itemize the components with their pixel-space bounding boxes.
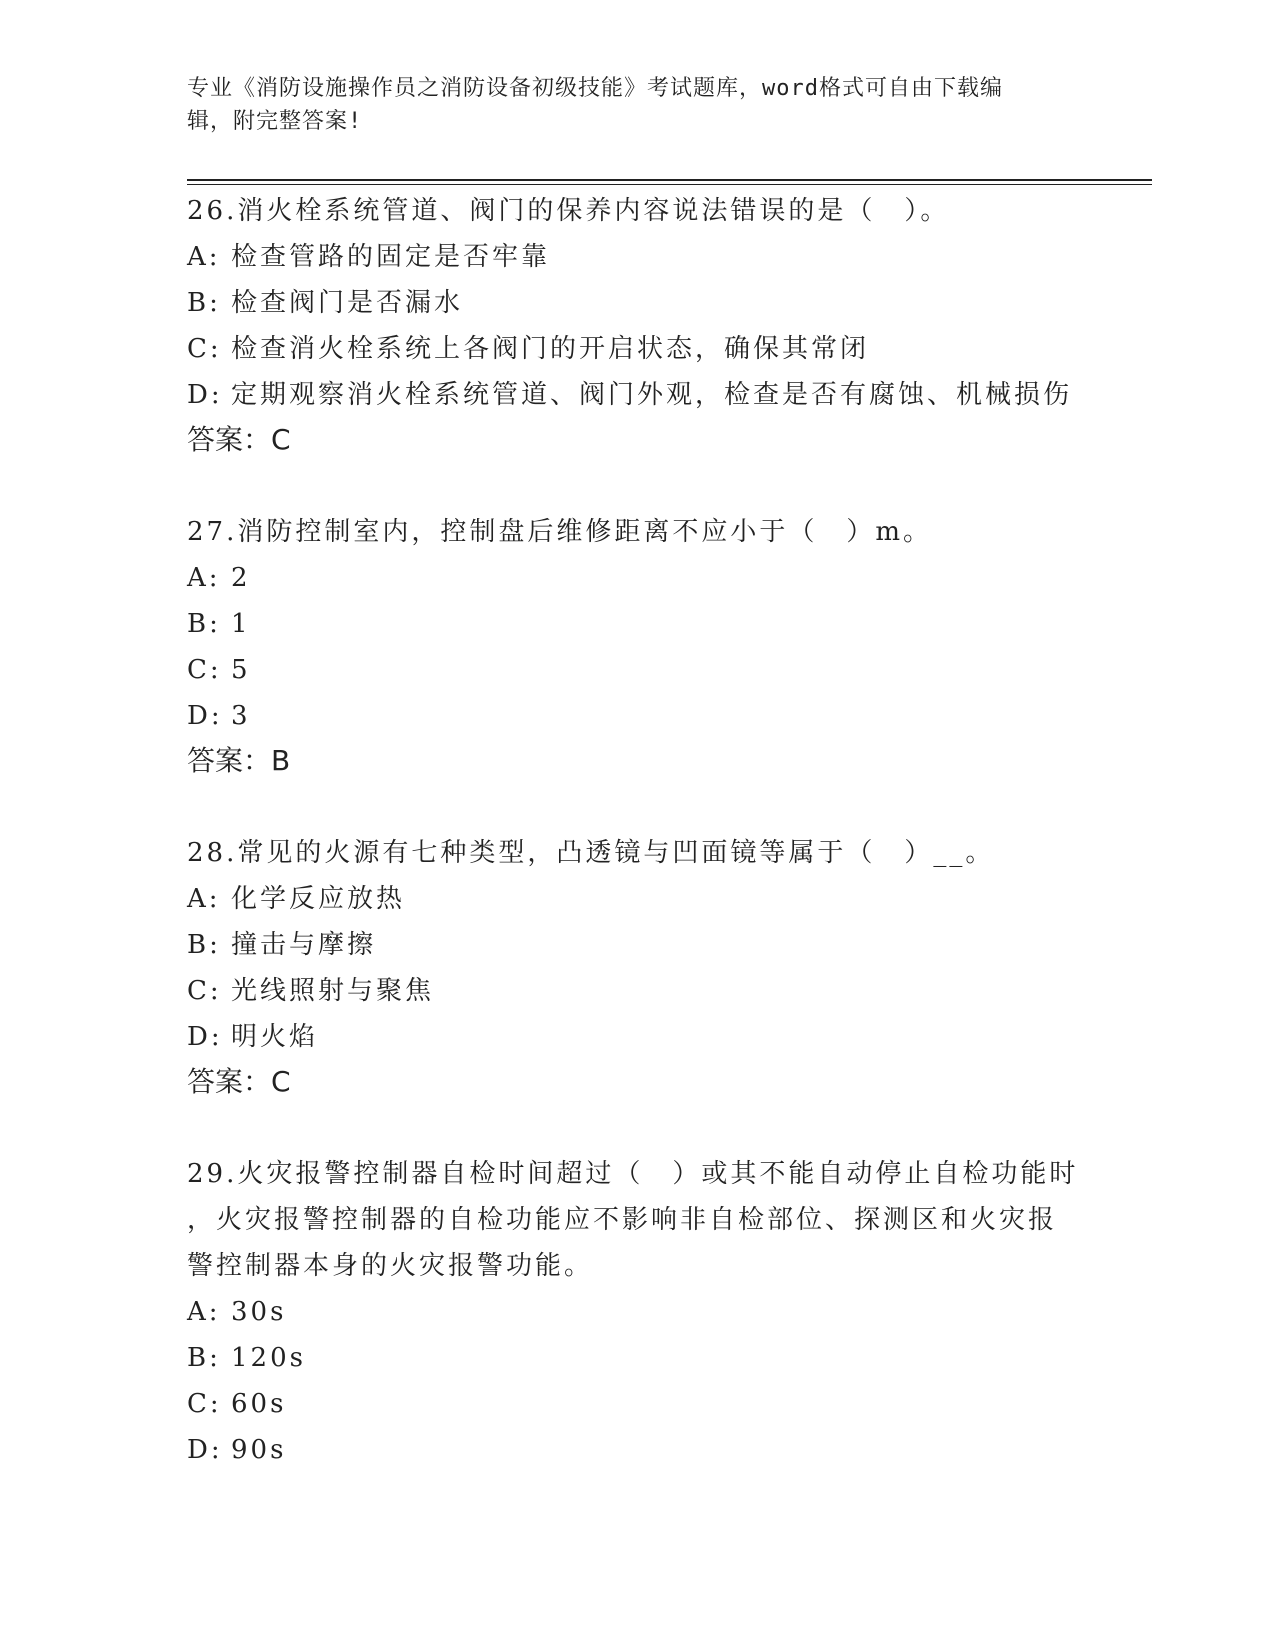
option-text: 检查管路的固定是否牢靠	[231, 242, 551, 272]
option-key: D:	[187, 1435, 223, 1465]
option-text: 检查消火栓系统上各阀门的开启状态，确保其常闭	[231, 334, 870, 364]
option-a	[187, 555, 1087, 601]
question-text: 26.消火栓系统管道、阀门的保养内容说法错误的是（ ）。	[187, 196, 950, 226]
option-text: 2	[231, 563, 251, 593]
option-c	[187, 968, 1087, 1014]
option-c	[187, 1381, 1087, 1427]
option-key: A:	[187, 563, 221, 593]
option-key: C:	[187, 976, 222, 1006]
option-text: 3	[231, 701, 251, 731]
option-a	[187, 876, 1087, 922]
answer-text: 答案：B	[187, 744, 291, 777]
option-b	[187, 1335, 1087, 1381]
option-key: A:	[187, 1297, 221, 1327]
option-text: 明火焰	[231, 1022, 319, 1052]
option-key: B:	[187, 288, 221, 318]
option-text: 90s	[231, 1435, 287, 1465]
option-d	[187, 1427, 1087, 1473]
option-key: C:	[187, 334, 222, 364]
answer-text: 答案：C	[187, 1065, 291, 1098]
option-b	[187, 601, 1087, 647]
question-text-line: 29.火灾报警控制器自检时间超过（ ）或其不能自动停止自检功能时	[187, 1159, 1079, 1189]
option-text: 120s	[231, 1343, 306, 1373]
option-key: B:	[187, 930, 221, 960]
option-d	[187, 693, 1087, 739]
option-text: 化学反应放热	[231, 884, 406, 914]
option-text: 光线照射与聚焦	[231, 976, 435, 1006]
option-key: C:	[187, 1389, 222, 1419]
option-key: A:	[187, 884, 221, 914]
option-d	[187, 372, 1087, 418]
document-header	[187, 72, 1087, 138]
answer-text: 答案：C	[187, 423, 291, 456]
question-27	[187, 509, 1087, 783]
question-26	[187, 188, 1087, 462]
option-text: 30s	[231, 1297, 287, 1327]
option-key: B:	[187, 1343, 221, 1373]
option-text: 撞击与摩擦	[231, 930, 377, 960]
header-line-1: 专业《消防设施操作员之消防设备初级技能》考试题库，word格式可自由下载编	[187, 76, 1003, 101]
question-text-line: 警控制器本身的火灾报警功能。	[187, 1251, 594, 1281]
option-text: 定期观察消火栓系统管道、阀门外观，检查是否有腐蚀、机械损伤	[231, 380, 1073, 410]
option-d	[187, 1014, 1087, 1060]
question-28	[187, 830, 1087, 1104]
question-text: 28.常见的火源有七种类型，凸透镜与凹面镜等属于（ ）__。	[187, 838, 995, 868]
header-divider-thin	[187, 184, 1152, 185]
option-key: D:	[187, 380, 223, 410]
header-line-2: 辑，附完整答案!	[187, 109, 363, 134]
option-a	[187, 234, 1087, 280]
option-b	[187, 280, 1087, 326]
question-29	[187, 1151, 1087, 1473]
option-a	[187, 1289, 1087, 1335]
header-divider-thick	[187, 179, 1152, 181]
option-c	[187, 326, 1087, 372]
question-text-line: ，火灾报警控制器的自检功能应不影响非自检部位、探测区和火灾报	[187, 1205, 1058, 1235]
option-b	[187, 922, 1087, 968]
option-c	[187, 647, 1087, 693]
option-text: 5	[231, 655, 251, 685]
question-list	[187, 188, 1087, 1520]
option-key: D:	[187, 1022, 223, 1052]
option-key: A:	[187, 242, 221, 272]
option-key: C:	[187, 655, 222, 685]
option-text: 检查阀门是否漏水	[231, 288, 464, 318]
option-text: 60s	[231, 1389, 287, 1419]
option-text: 1	[231, 609, 251, 639]
option-key: D:	[187, 701, 223, 731]
option-key: B:	[187, 609, 221, 639]
question-text: 27.消防控制室内，控制盘后维修距离不应小于（ ）m。	[187, 517, 933, 547]
